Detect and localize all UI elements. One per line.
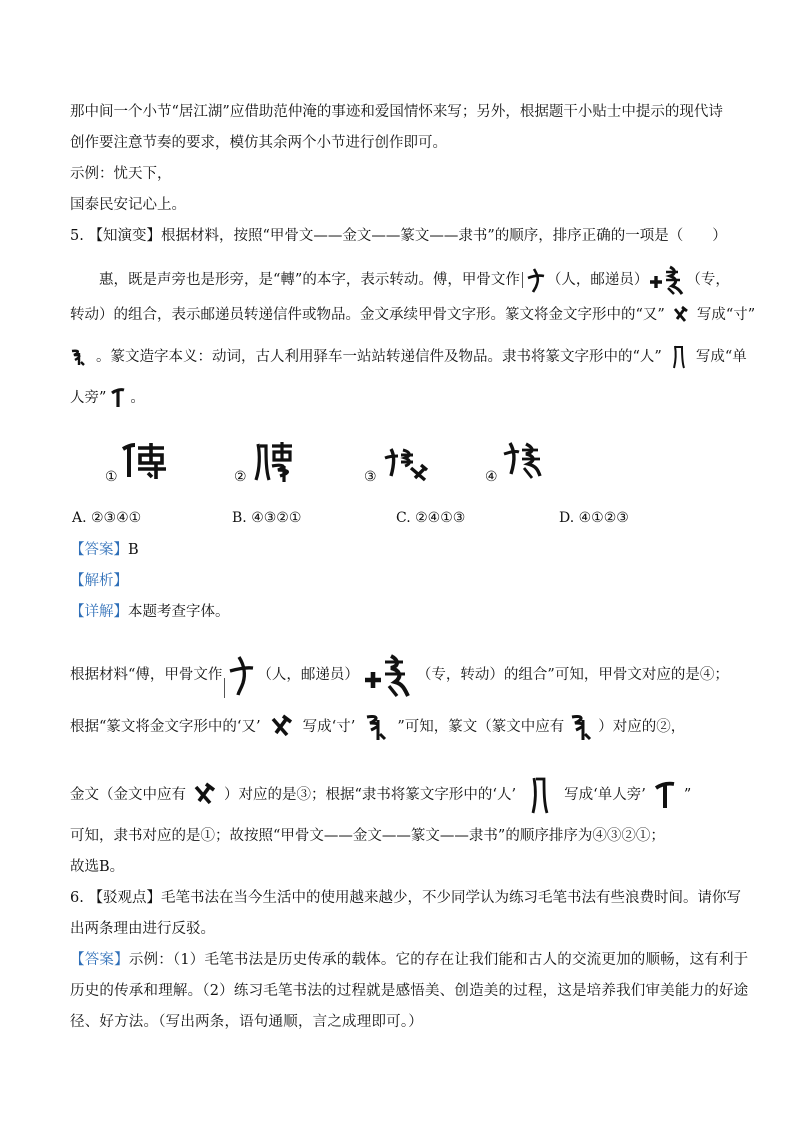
analysis-text: 金文（金文中应有 [70,787,186,803]
analysis-text: 写成‘寸’ [302,719,356,735]
seal-ren-glyph-icon [530,775,550,815]
question-6-stem [70,888,741,908]
analysis-text: ” [683,787,692,803]
paragraph-line: 创作要注意节奏的要求，模仿其余两个小节进行创作即可。 [70,135,447,151]
analysis-tag: 【解析】 [70,573,128,589]
answer-tag: 【答案】 [70,542,128,558]
seal-cun-glyph-icon [570,712,592,742]
paragraph-line: 国泰民安记心上。 [70,197,186,213]
question-number: 6. [70,890,84,906]
paragraph-line: 那中间一个小节“居江湖”应借助范仲淹的事迹和爱国情怀来写；另外，根据题干小贴士中提示的现代诗 [70,104,723,120]
answer-text: 示例：（1）毛笔书法是历史传承的载体。它的存在让我们能和古人的交流更加的顺畅，这有利于 [128,952,749,968]
oracle-zhuan-glyph-icon [648,264,686,296]
material-line [70,387,145,409]
choice-label-1: ① [105,469,118,485]
detail-line [70,602,230,622]
jinwen-fu-glyph-icon [383,446,429,486]
answer-value: B [128,542,139,558]
text-cursor [522,272,523,288]
question-number: 5. [70,228,84,244]
question-tag: 【驳观点】 [88,890,161,906]
seal-fu-glyph-icon [252,440,298,488]
question-tag: 【知演变】 [88,228,161,244]
jinwen-you-glyph-icon [673,305,689,325]
analysis-line [70,775,691,815]
analysis-text: 根据“篆文将金文字形中的‘又’ [70,719,261,735]
jinwen-you-glyph-icon [194,782,216,808]
analysis-line: 可知，隶书对应的是①；故按照“甲骨文——金文——篆文——隶书”的顺序排序为④③②①； [70,828,665,844]
analysis-text: 根据材料“傅，甲骨文作 [70,667,223,683]
question-text: 毛笔书法在当今生活中的使用越来越少，不少同学认为练习毛笔书法有些浪费时间。请你写 [160,890,741,906]
material-text: 写成“单 [695,349,747,365]
paragraph-line: 示例：忧天下， [70,166,172,182]
analysis-text: （专，转动）的组合”可知，甲骨文对应的是④； [416,667,729,683]
detail-text: 本题考查字体。 [128,604,230,620]
analysis-text: （人，邮递员） [257,667,359,683]
material-text: （专， [686,272,730,288]
choice-label-4: ④ [485,469,498,485]
clerical-fu-glyph-icon [120,441,168,485]
analysis-line [70,712,685,742]
option-c: C. ②④①③ [396,510,466,526]
answer-tag: 【答案】 [70,952,129,968]
oracle-zhuan-glyph-icon [363,652,413,698]
material-text: 。篆文造字本义：动词，古人利用驿车一站站转递信件及物品。隶书将篆文字形中的“人” [96,349,662,365]
material-text: 人旁” [70,390,107,406]
analysis-line: 故选B。 [70,859,125,875]
answer-6-line: 历史的传承和理解。（2）练习毛笔书法的过程就是感悟美、创造美的过程，这是培养我们审美能力的好途 [70,983,749,999]
seal-cun-glyph-icon [365,712,387,742]
analysis-text: ）对应的是③；根据“隶书将篆文字形中的‘人’ [224,787,517,803]
material-line [99,264,730,296]
clerical-ren-glyph-icon [654,780,676,810]
oracle-person-glyph-icon [227,653,257,697]
answer-5 [70,540,139,560]
analysis-line [70,652,729,698]
material-line [70,344,747,370]
question-5-stem [70,226,727,246]
material-text: 转动）的组合，表示邮递员转递信件或物品。金文承续甲骨文字形。篆文将金文字形中的“又” [70,307,665,323]
analysis-text: ）对应的②， [598,719,686,735]
detail-tag: 【详解】 [70,604,128,620]
material-text: （人，邮递员） [546,272,649,288]
choice-label-2: ② [234,469,247,485]
seal-cun-glyph-icon [70,347,86,367]
question-text: 出两条理由进行反驳。 [70,921,215,937]
option-b: B. ④③②① [232,510,302,526]
material-line [70,305,755,325]
jinwen-you-glyph-icon [271,714,293,740]
analysis-heading [70,571,128,591]
answer-6-line [70,950,748,970]
oracle-fu-glyph-icon [502,440,548,486]
material-text: 写成“寸” [696,307,756,323]
choice-label-3: ③ [364,469,377,485]
answer-6-line: 径、好方法。（写出两条，语句通顺，言之成理即可。） [70,1014,423,1030]
option-d: D. ④①②③ [559,510,629,526]
oracle-person-glyph-icon [525,266,547,294]
material-text: 惠，既是声旁也是形旁，是“轉”的本字，表示转动。傅，甲骨文作 [99,272,520,288]
seal-ren-glyph-icon [672,344,686,370]
question-text: 根据材料，按照“甲骨文——金文——篆文——隶书”的顺序，排序正确的一项是（ ） [160,228,727,244]
analysis-text: 写成‘单人旁’ [564,787,646,803]
material-text: 。 [130,390,145,406]
option-a: A. ②③④① [72,510,142,526]
analysis-text: ”可知，篆文（篆文中应有 [397,719,565,735]
clerical-ren-glyph-icon [110,387,126,409]
text-cursor [224,678,225,698]
